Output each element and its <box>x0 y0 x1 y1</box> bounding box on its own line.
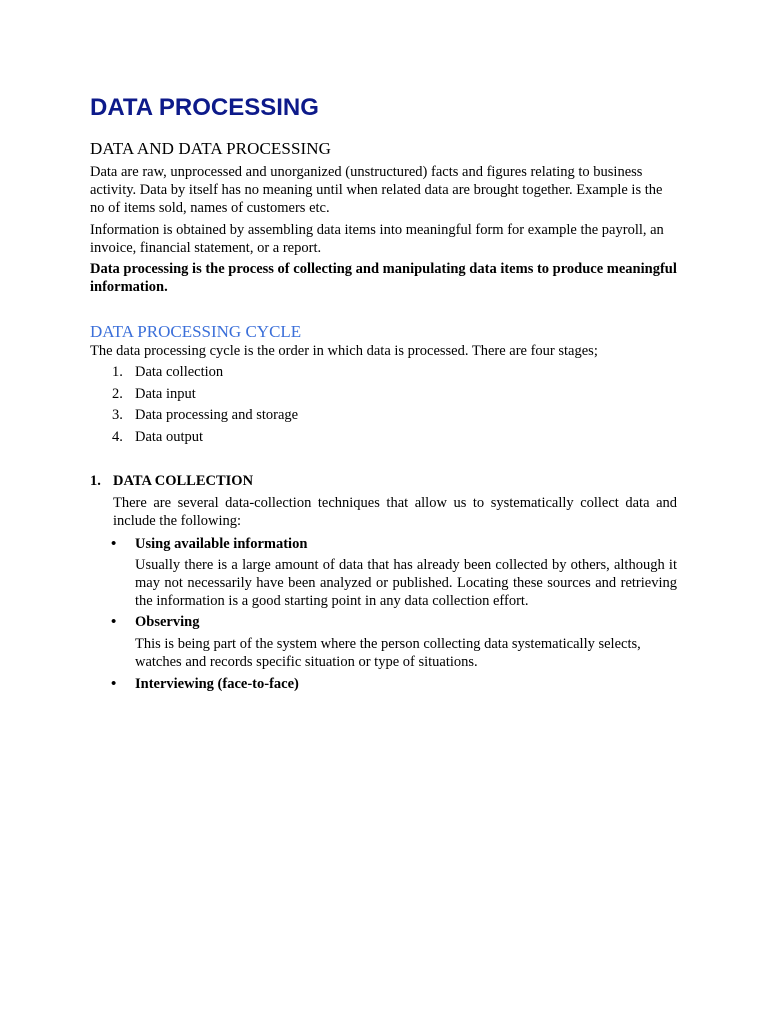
paragraph-data-definition: Data are raw, unprocessed and unorganized (unstructured) facts and figures relating to business activity. Data by itself has no meaning until when related data are brought together. Example is the no of items sold, names of customers etc. <box>90 164 663 216</box>
bullet-heading-available-information: Using available information <box>135 536 308 552</box>
list-number: 3. <box>112 407 123 424</box>
bullet-icon: • <box>111 536 117 552</box>
list-number: 1. <box>112 364 123 380</box>
list-item-label: Data output <box>135 429 204 446</box>
paragraph-data-processing-definition: Data processing is the process of collecting and manipulating data items to produce meaningful information. <box>90 261 677 295</box>
bullet-heading-observing: Observing <box>135 614 200 630</box>
heading-data-and-data-processing: DATA AND DATA PROCESSING <box>90 139 332 158</box>
bullet-icon: • <box>111 614 117 630</box>
list-number: 4. <box>112 429 123 446</box>
document-title: DATA PROCESSING <box>90 94 319 121</box>
heading-data-processing-cycle: DATA PROCESSING CYCLE <box>90 322 302 341</box>
section-heading-data-collection: DATA COLLECTION <box>113 473 254 489</box>
paragraph-information: Information is obtained by assembling data items into meaningful form for example the payroll, an invoice, financial statement, or a report. <box>90 222 664 256</box>
section-intro: There are several data-collection techniques that allow us to systematically collect data and include the following: <box>113 495 677 529</box>
list-number: 2. <box>112 385 123 402</box>
section-number: 1. <box>90 473 101 489</box>
paragraph-cycle-intro: The data processing cycle is the order in which data is processed. There are four stages; <box>90 343 598 359</box>
bullet-heading-interviewing: Interviewing (face-to-face) <box>135 676 299 692</box>
bullet-text-observing: This is being part of the system where the person collecting data systematically selects, watches and records specific situation or type of situations. <box>135 636 641 670</box>
list-item-label: Data processing and storage <box>135 407 299 424</box>
list-item-label: Data input <box>135 385 196 402</box>
list-item-label: Data collection <box>135 364 224 380</box>
bullet-text-available-information: Usually there is a large amount of data that has already been collected by others, although it may not necessarily have been analyzed or published. Locating these sources and retrieving the information is a good starting point in any data collection effort. <box>135 557 677 609</box>
bullet-icon: • <box>111 676 117 692</box>
